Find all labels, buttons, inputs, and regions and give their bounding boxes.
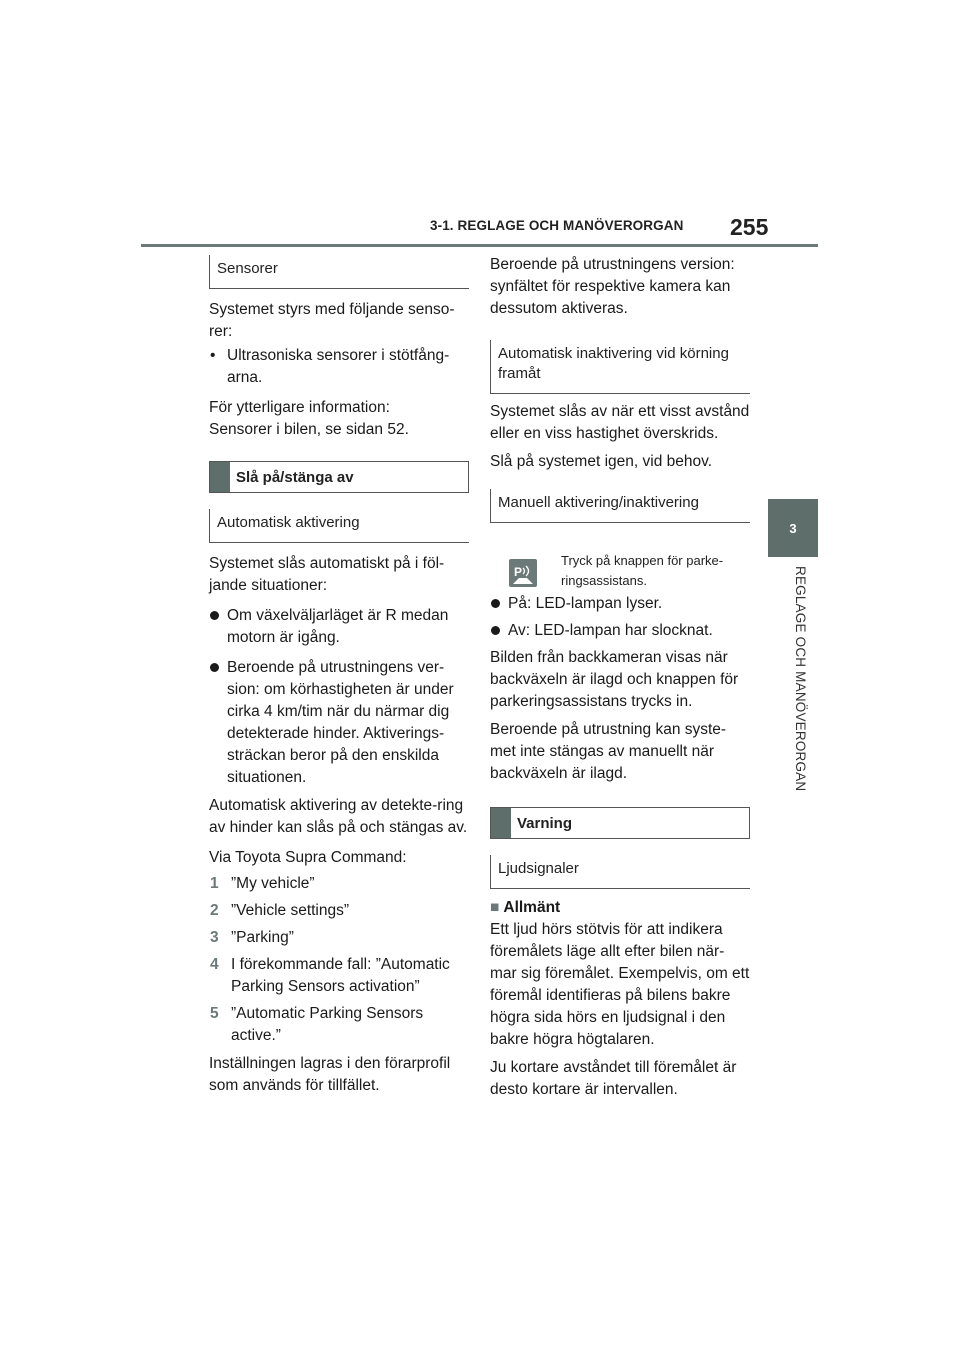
step-text: ”Automatic Parking Sensors active.” xyxy=(231,1005,424,1044)
step-number: 5 xyxy=(210,1005,219,1022)
chapter-tab-number: 3 xyxy=(768,499,818,557)
paragraph: Slå på systemet igen, vid behov. xyxy=(490,453,713,470)
page-number: 255 xyxy=(730,214,769,240)
step-item xyxy=(209,1003,469,1047)
dash-item-text: Ultrasoniska sensorer i stötfång-arna. xyxy=(227,347,450,386)
bullet-dot xyxy=(491,626,500,635)
step-text: I förekommande fall: ”Automatic Parking Sensors activation” xyxy=(231,956,450,995)
step-text: ”Vehicle settings” xyxy=(231,902,350,919)
paragraph: Beroende på utrustning kan syste-met inte stängas av manuellt när backväxeln är ilagd. xyxy=(490,721,727,782)
paragraph: Ett ljud hörs stötvis för att indikera föremålets läge allt efter bilen när-mar sig föremålet. Exempelvis, om ett föremål identifieras på bilens bakre högra sida hörs en ljudsignal i den bakre högra högtalaren. xyxy=(490,921,750,1048)
step-item xyxy=(209,873,469,895)
step-number: 1 xyxy=(210,875,219,892)
left-column xyxy=(209,255,469,1097)
paragraph: Inställningen lagras i den förarprofil som används för tillfället. xyxy=(209,1055,451,1094)
paragraph: Bilden från backkameran visas när backväxeln är ilagd och knappen för parkeringsassistans trycks in. xyxy=(490,649,739,710)
paragraph: Ju kortare avståndet till föremålet är desto kortare är intervallen. xyxy=(490,1059,737,1098)
bullet-dot xyxy=(210,611,219,620)
park-assist-button-icon xyxy=(509,559,537,587)
step-item xyxy=(209,900,469,922)
icon-caption: Tryck på knappen för parke-ringsassistans. xyxy=(561,553,724,588)
chapter-tab-label: REGLAGE OCH MANÖVERORGAN xyxy=(793,566,808,792)
step-text: ”Parking” xyxy=(231,929,294,946)
subheading-sensorer: Sensorer xyxy=(209,255,469,289)
paragraph: Automatisk aktivering av detekte-ring av hinder kan slås på och stängas av. xyxy=(209,797,468,836)
step-text: ”My vehicle” xyxy=(231,875,315,892)
step-number: 2 xyxy=(210,902,219,919)
bullet-text: Om växelväljarläget är R medan motorn är igång. xyxy=(227,607,449,646)
paragraph: Via Toyota Supra Command: xyxy=(209,849,407,866)
step-list xyxy=(209,873,469,1047)
subheading-inactivation: Automatisk inaktivering vid körning framåt xyxy=(490,340,750,394)
subheading-manual: Manuell aktivering/inaktivering xyxy=(490,489,750,523)
bullet-text: På: LED-lampan lyser. xyxy=(508,595,663,612)
step-item xyxy=(209,927,469,949)
paragraph: Systemet slås av när ett visst avstånd eller en viss hastighet överskrids. xyxy=(490,403,750,442)
bullet-text: Beroende på utrustningens ver-sion: om körhastigheten är under cirka 4 km/tim när du närmar dig detekterade hinder. Aktiverings-sträckan beror på den enskilda situationen. xyxy=(227,659,454,786)
step-item xyxy=(209,954,469,998)
header-rule xyxy=(141,244,818,247)
dash-marker: • xyxy=(210,347,216,364)
bullet-text: Av: LED-lampan har slocknat. xyxy=(508,622,713,639)
paragraph: Beroende på utrustningens version: synfältet för respektive kamera kan dessutom aktiveras. xyxy=(490,256,735,317)
paragraph: Sensorer i bilen, se sidan 52. xyxy=(209,421,409,438)
step-number: 3 xyxy=(210,929,219,946)
svg-text:P: P xyxy=(514,565,523,579)
subheading-sound: Ljudsignaler xyxy=(490,855,750,889)
step-number: 4 xyxy=(210,956,219,973)
right-column xyxy=(490,254,750,523)
dash-item xyxy=(209,345,469,389)
bullet-item xyxy=(490,593,750,615)
bullet-item xyxy=(490,620,750,642)
bullet-item xyxy=(209,657,469,789)
bullet-item xyxy=(209,605,469,649)
section-marker xyxy=(491,808,511,838)
bullet-dot xyxy=(491,599,500,608)
section-heading xyxy=(490,807,750,839)
paragraph: Systemet slås automatiskt på i föl-jande situationer: xyxy=(209,555,445,594)
paragraph: Systemet styrs med följande senso-rer: xyxy=(209,301,455,340)
section-heading xyxy=(209,461,469,493)
subheading-auto: Automatisk aktivering xyxy=(209,509,469,543)
right-column-lower xyxy=(490,593,750,1101)
bullet-dot xyxy=(210,663,219,672)
running-header-title: 3-1. REGLAGE OCH MANÖVERORGAN xyxy=(430,218,684,233)
minor-heading xyxy=(490,897,750,919)
section-heading-text: Varning xyxy=(517,814,573,832)
paragraph: För ytterligare information: xyxy=(209,399,390,416)
minor-heading-text: Allmänt xyxy=(503,899,561,916)
section-marker xyxy=(210,462,230,492)
square-marker-icon: ■ xyxy=(490,899,500,916)
section-heading-text: Slå på/stänga av xyxy=(236,468,354,486)
